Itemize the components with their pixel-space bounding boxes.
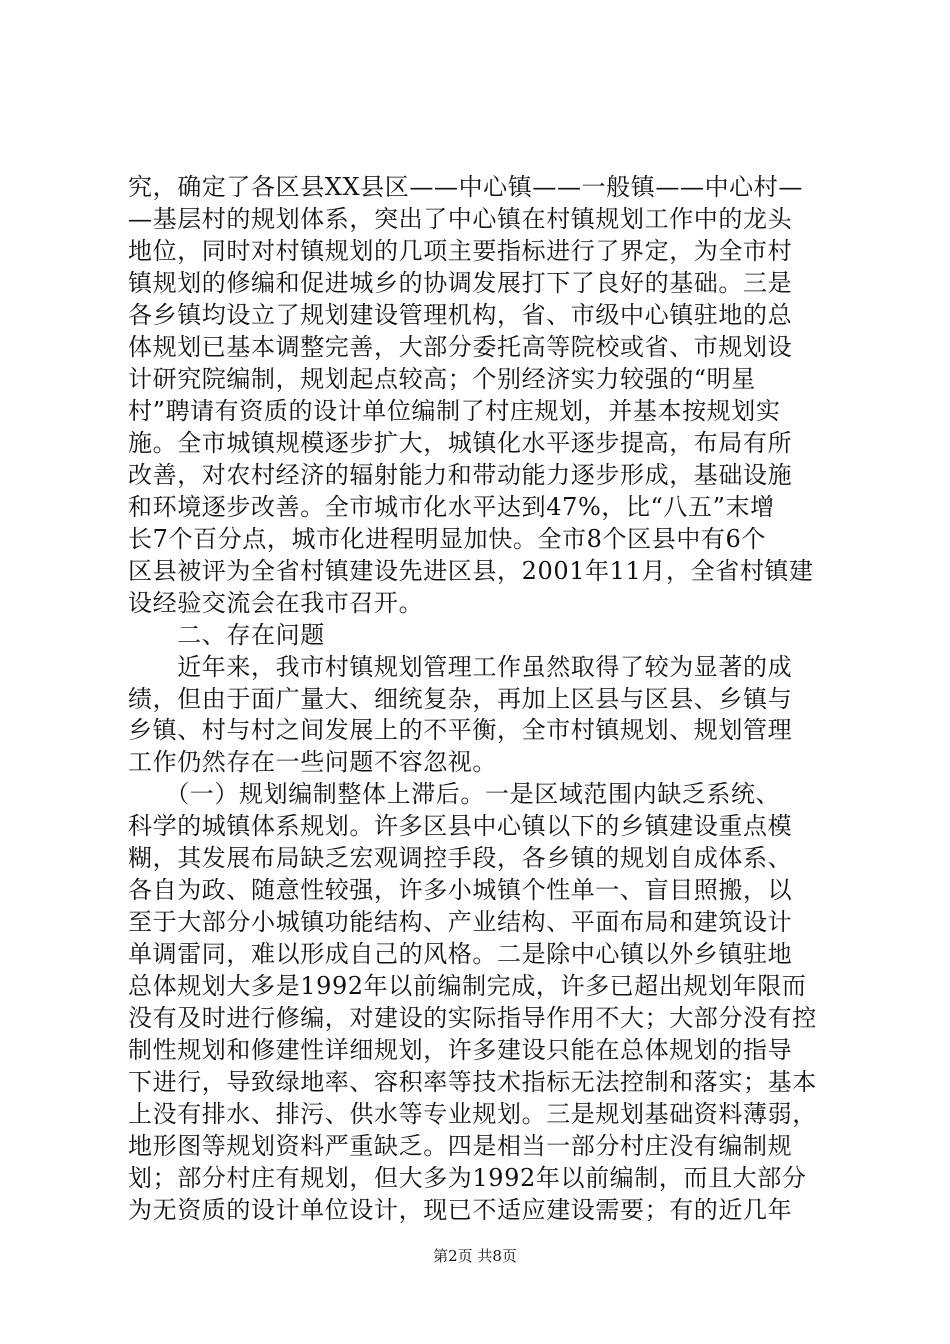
text-line: 为无资质的设计单位设计，现已不适应建设需要；有的近几年 bbox=[128, 1196, 793, 1225]
text-line: 设经验交流会在我市召开。 bbox=[128, 588, 424, 617]
text-line: —基层村的规划体系，突出了中心镇在村镇规划工作中的龙头 bbox=[128, 204, 793, 233]
text-line: 近年来，我市村镇规划管理工作虽然取得了较为显著的成 bbox=[128, 652, 793, 681]
page-footer: 第2页 共8页 bbox=[433, 1247, 517, 1265]
text-line: 单调雷同，难以形成自己的风格。二是除中心镇以外乡镇驻地 bbox=[128, 940, 793, 969]
subsection-heading-line: （一）规划编制整体上滞后。一是区域范围内缺乏系统、 bbox=[128, 780, 781, 809]
text-line: 工作仍然存在一些问题不容忽视。 bbox=[128, 748, 497, 777]
text-line: 村”聘请有资质的设计单位编制了村庄规划，并基本按规划实 bbox=[128, 396, 781, 425]
text-line: 各乡镇均设立了规划建设管理机构，省、市级中心镇驻地的总 bbox=[128, 300, 793, 329]
text-line: 计研究院编制，规划起点较高；个别经济实力较强的“明星 bbox=[128, 364, 756, 393]
text-line: 究，确定了各区县XX县区——中心镇——一般镇——中心村— bbox=[128, 173, 803, 201]
text-line: 施。全市城镇规模逐步扩大，城镇化水平逐步提高，布局有所 bbox=[128, 428, 793, 457]
text-line: 没有及时进行修编，对建设的实际指导作用不大；大部分没有控 bbox=[128, 1004, 817, 1033]
text-line: 各自为政、随意性较强，许多小城镇个性单一、盲目照搬，以 bbox=[128, 876, 793, 905]
text-line: 改善，对农村经济的辐射能力和带动能力逐步形成，基础设施 bbox=[128, 460, 793, 489]
text-line: 乡镇、村与村之间发展上的不平衡，全市村镇规划、规划管理 bbox=[128, 716, 793, 745]
text-line: 划；部分村庄有规划，但大多为1992年以前编制，而且大部分 bbox=[128, 1164, 807, 1193]
text-line: 上没有排水、排污、供水等专业规划。三是规划基础资料薄弱， bbox=[128, 1100, 817, 1129]
text-line: 镇规划的修编和促进城乡的协调发展打下了良好的基础。三是 bbox=[128, 268, 793, 297]
text-line: 制性规划和修建性详细规划，许多建设只能在总体规划的指导 bbox=[128, 1036, 793, 1065]
text-line: 科学的城镇体系规划。许多区县中心镇以下的乡镇建设重点模 bbox=[128, 812, 793, 841]
text-line: 长7个百分点，城市化进程明显加快。全市8个区县中有6个 bbox=[128, 524, 767, 553]
text-line: 总体规划大多是1992年以前编制完成，许多已超出规划年限而 bbox=[128, 972, 807, 1001]
text-line: 体规划已基本调整完善，大部分委托高等院校或省、市规划设 bbox=[128, 332, 793, 361]
text-line: 绩，但由于面广量大、细统复杂，再加上区县与区县、乡镇与 bbox=[128, 684, 793, 713]
text-line: 地位，同时对村镇规划的几项主要指标进行了界定，为全市村 bbox=[128, 236, 793, 265]
text-line: 地形图等规划资料严重缺乏。四是相当一部分村庄没有编制规 bbox=[128, 1132, 793, 1161]
text-line: 至于大部分小城镇功能结构、产业结构、平面布局和建筑设计 bbox=[128, 908, 793, 937]
text-line: 和环境逐步改善。全市城市化水平达到47%，比“八五”末增 bbox=[128, 492, 775, 521]
section-heading: 二、存在问题 bbox=[128, 620, 325, 649]
text-line: 下进行，导致绿地率、容积率等技术指标无法控制和落实；基本 bbox=[128, 1068, 817, 1097]
text-line: 区县被评为全省村镇建设先进区县，2001年11月，全省村镇建 bbox=[128, 556, 814, 585]
text-line: 糊，其发展布局缺乏宏观调控手段，各乡镇的规划自成体系、 bbox=[128, 844, 793, 873]
